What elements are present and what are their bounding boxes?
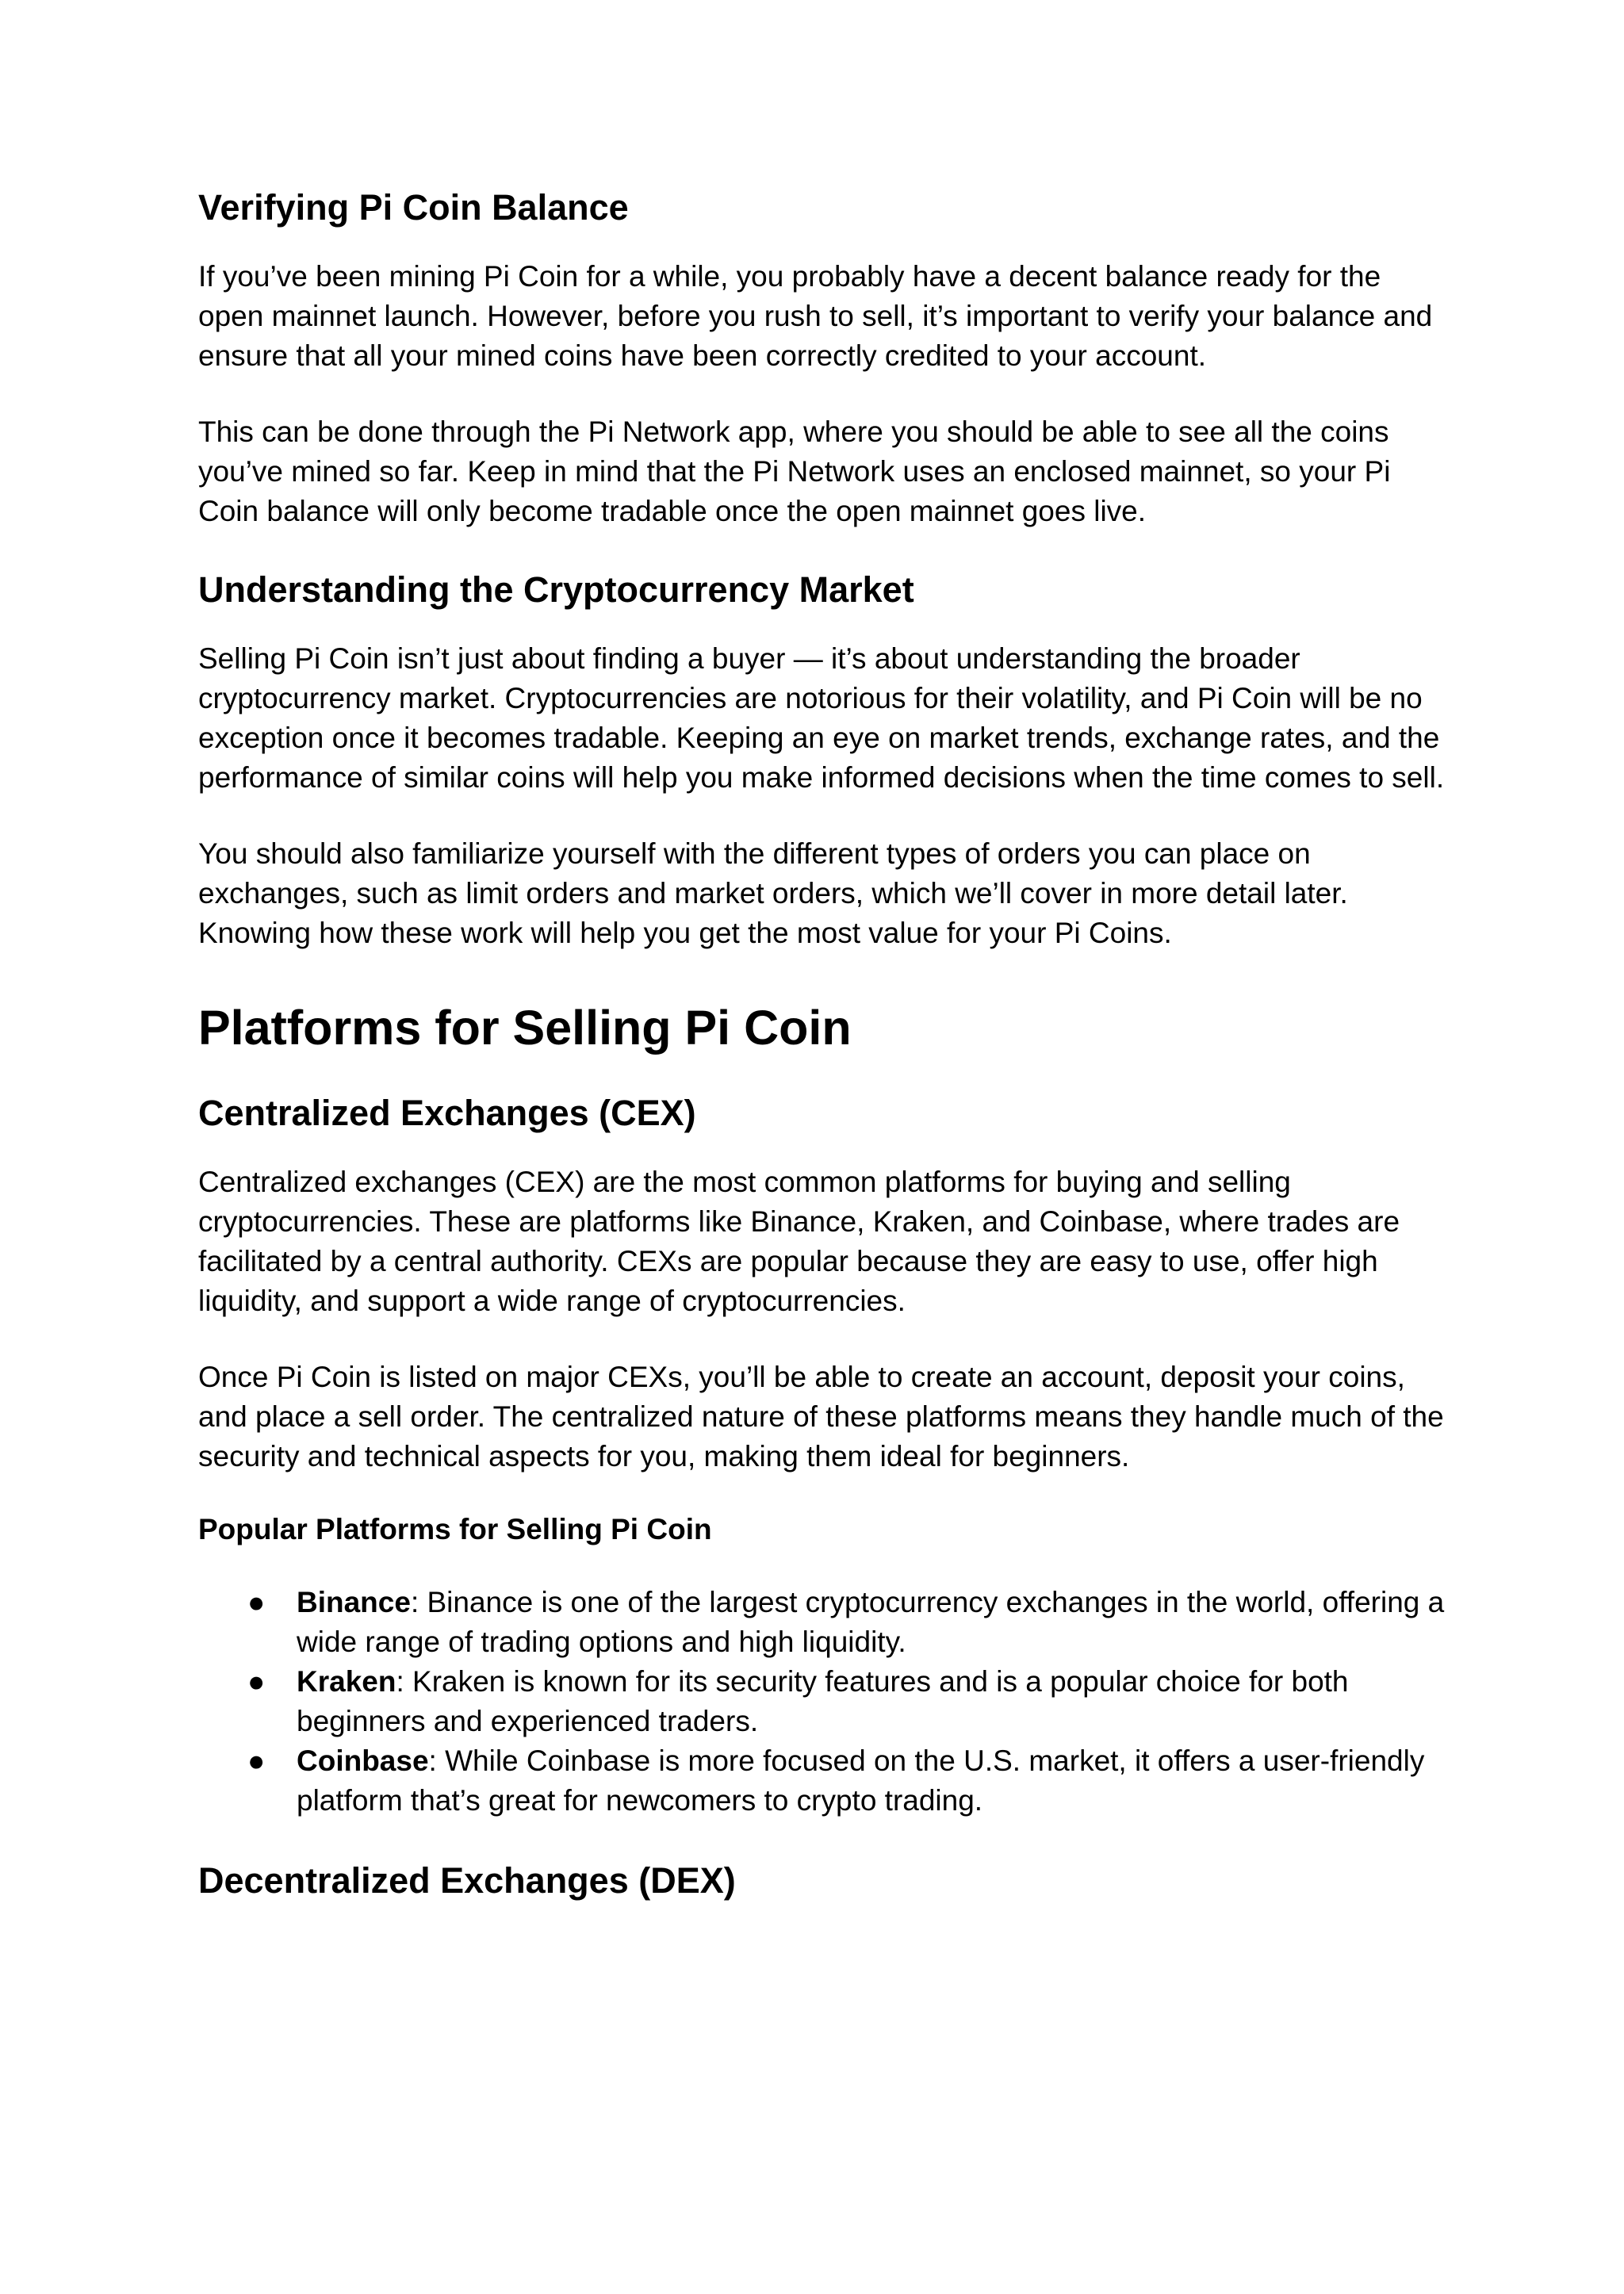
list-item <box>198 1741 1451 1821</box>
bullet-icon: ● <box>247 1665 266 1698</box>
platform-description: : Kraken is known for its security features and is a popular choice for both beginners and experienced traders. <box>297 1665 1349 1737</box>
bullet-icon: ● <box>247 1586 266 1618</box>
platform-list <box>198 1583 1451 1821</box>
platform-name: Binance <box>297 1586 411 1618</box>
platform-name: Kraken <box>297 1665 396 1698</box>
heading-dex: Decentralized Exchanges (DEX) <box>198 1860 736 1901</box>
paragraph-verifying-2: This can be done through the Pi Network app, where you should be able to see all the coins you’ve mined so far. Keep in mind that the Pi Network uses an enclosed mainnet, so your Pi Coin balance will only become tradable once the open mainnet goes live. <box>198 416 1391 527</box>
document-page <box>198 184 1451 1905</box>
list-item <box>198 1662 1451 1741</box>
heading-cex: Centralized Exchanges (CEX) <box>198 1093 696 1133</box>
heading-platforms: Platforms for Selling Pi Coin <box>198 1001 852 1055</box>
bullet-icon: ● <box>247 1744 266 1777</box>
heading-verifying-balance: Verifying Pi Coin Balance <box>198 187 629 228</box>
paragraph-market-2: You should also familiarize yourself with the different types of orders you can place on exchanges, such as limit orders and market orders, which we’ll cover in more detail later. Knowing how these work will help you get the most value for your Pi Coins. <box>198 837 1348 949</box>
paragraph-verifying-1: If you’ve been mining Pi Coin for a while, you probably have a decent balance ready for the open mainnet launch. However, before you rush to sell, it’s important to verify your balance and ensure that all your mined coins have been correctly credited to your account. <box>198 260 1433 372</box>
paragraph-market-1: Selling Pi Coin isn’t just about finding a buyer — it’s about understanding the broader cryptocurrency market. Cryptocurrencies are notorious for their volatility, and Pi Coin will be no exception once it becomes tradable. Keeping an eye on market trends, exchange rates, and the performance of similar coins will help you make informed decisions when the time comes to sell. <box>198 642 1445 794</box>
paragraph-cex-2: Once Pi Coin is listed on major CEXs, you’ll be able to create an account, deposit your coins, and place a sell order. The centralized nature of these platforms means they handle much of the security and technical aspects for you, making them ideal for beginners. <box>198 1361 1444 1473</box>
platform-description: : While Coinbase is more focused on the U.S. market, it offers a user-friendly platform that’s great for newcomers to crypto trading. <box>297 1744 1425 1817</box>
paragraph-cex-1: Centralized exchanges (CEX) are the most common platforms for buying and selling cryptocurrencies. These are platforms like Binance, Kraken, and Coinbase, where trades are facilitated by a central authority. CEXs are popular because they are easy to use, offer high liquidity, and support a wide range of cryptocurrencies. <box>198 1166 1400 1317</box>
list-item <box>198 1583 1451 1662</box>
platform-name: Coinbase <box>297 1744 429 1777</box>
platform-description: : Binance is one of the largest cryptocurrency exchanges in the world, offering a wide range of trading options and high liquidity. <box>297 1586 1445 1658</box>
heading-crypto-market: Understanding the Cryptocurrency Market <box>198 569 914 610</box>
subheading-popular-platforms: Popular Platforms for Selling Pi Coin <box>198 1513 712 1545</box>
